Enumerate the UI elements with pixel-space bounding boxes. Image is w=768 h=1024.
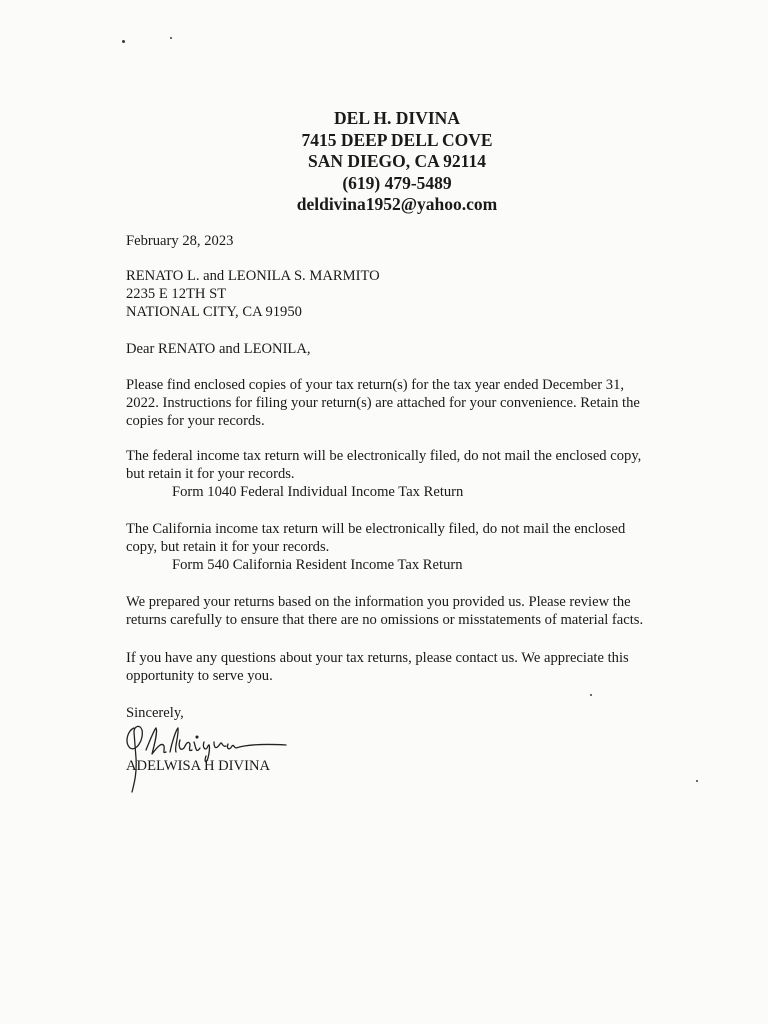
recipient-names: RENATO L. and LEONILA S. MARMITO [126, 268, 380, 284]
letter-date: February 28, 2023 [126, 233, 234, 249]
review-line: We prepared your returns based on the information you provided us. Please review the [126, 594, 631, 610]
federal-form-name: Form 1040 Federal Individual Income Tax Return [172, 484, 464, 500]
signer-name: ADELWISA H DIVINA [126, 758, 271, 774]
salutation: Dear RENATO and LEONILA, [126, 341, 311, 357]
letterhead [0, 108, 768, 216]
sender-email: deldivina1952@yahoo.com [296, 194, 498, 214]
scan-speck [696, 780, 698, 782]
recipient-street: 2235 E 12TH ST [126, 286, 227, 302]
closing: Sincerely, [126, 705, 184, 721]
federal-line: The federal income tax return will be electronically filed, do not mail the enclosed copy, [126, 448, 642, 464]
paragraph-line: 2022. Instructions for filing your return(s) are attached for your convenience. Retain the [126, 395, 640, 411]
paragraph-line: Please find enclosed copies of your tax return(s) for the tax year ended December 31, [126, 377, 625, 393]
california-line: copy, but retain it for your records. [126, 539, 330, 555]
federal-line: but retain it for your records. [126, 466, 295, 482]
questions-line: If you have any questions about your tax returns, please contact us. We appreciate this [126, 650, 629, 666]
sender-city-state-zip: SAN DIEGO, CA 92114 [308, 151, 486, 171]
paragraph-line: copies for your records. [126, 413, 265, 429]
scan-speck [590, 694, 592, 696]
review-line: returns carefully to ensure that there are no omissions or misstatements of material facts. [126, 612, 644, 628]
sender-street: 7415 DEEP DELL COVE [301, 129, 493, 150]
sender-phone: (619) 479-5489 [342, 172, 452, 193]
california-line: The California income tax return will be electronically filed, do not mail the enclosed [126, 521, 626, 537]
california-form-name: Form 540 California Resident Income Tax Return [172, 557, 463, 573]
scan-speck [122, 40, 125, 43]
recipient-city-state-zip: NATIONAL CITY, CA 91950 [126, 304, 302, 320]
scan-speck [170, 37, 172, 39]
questions-line: opportunity to serve you. [126, 668, 273, 684]
sender-name: DEL H. DIVINA [334, 108, 460, 128]
